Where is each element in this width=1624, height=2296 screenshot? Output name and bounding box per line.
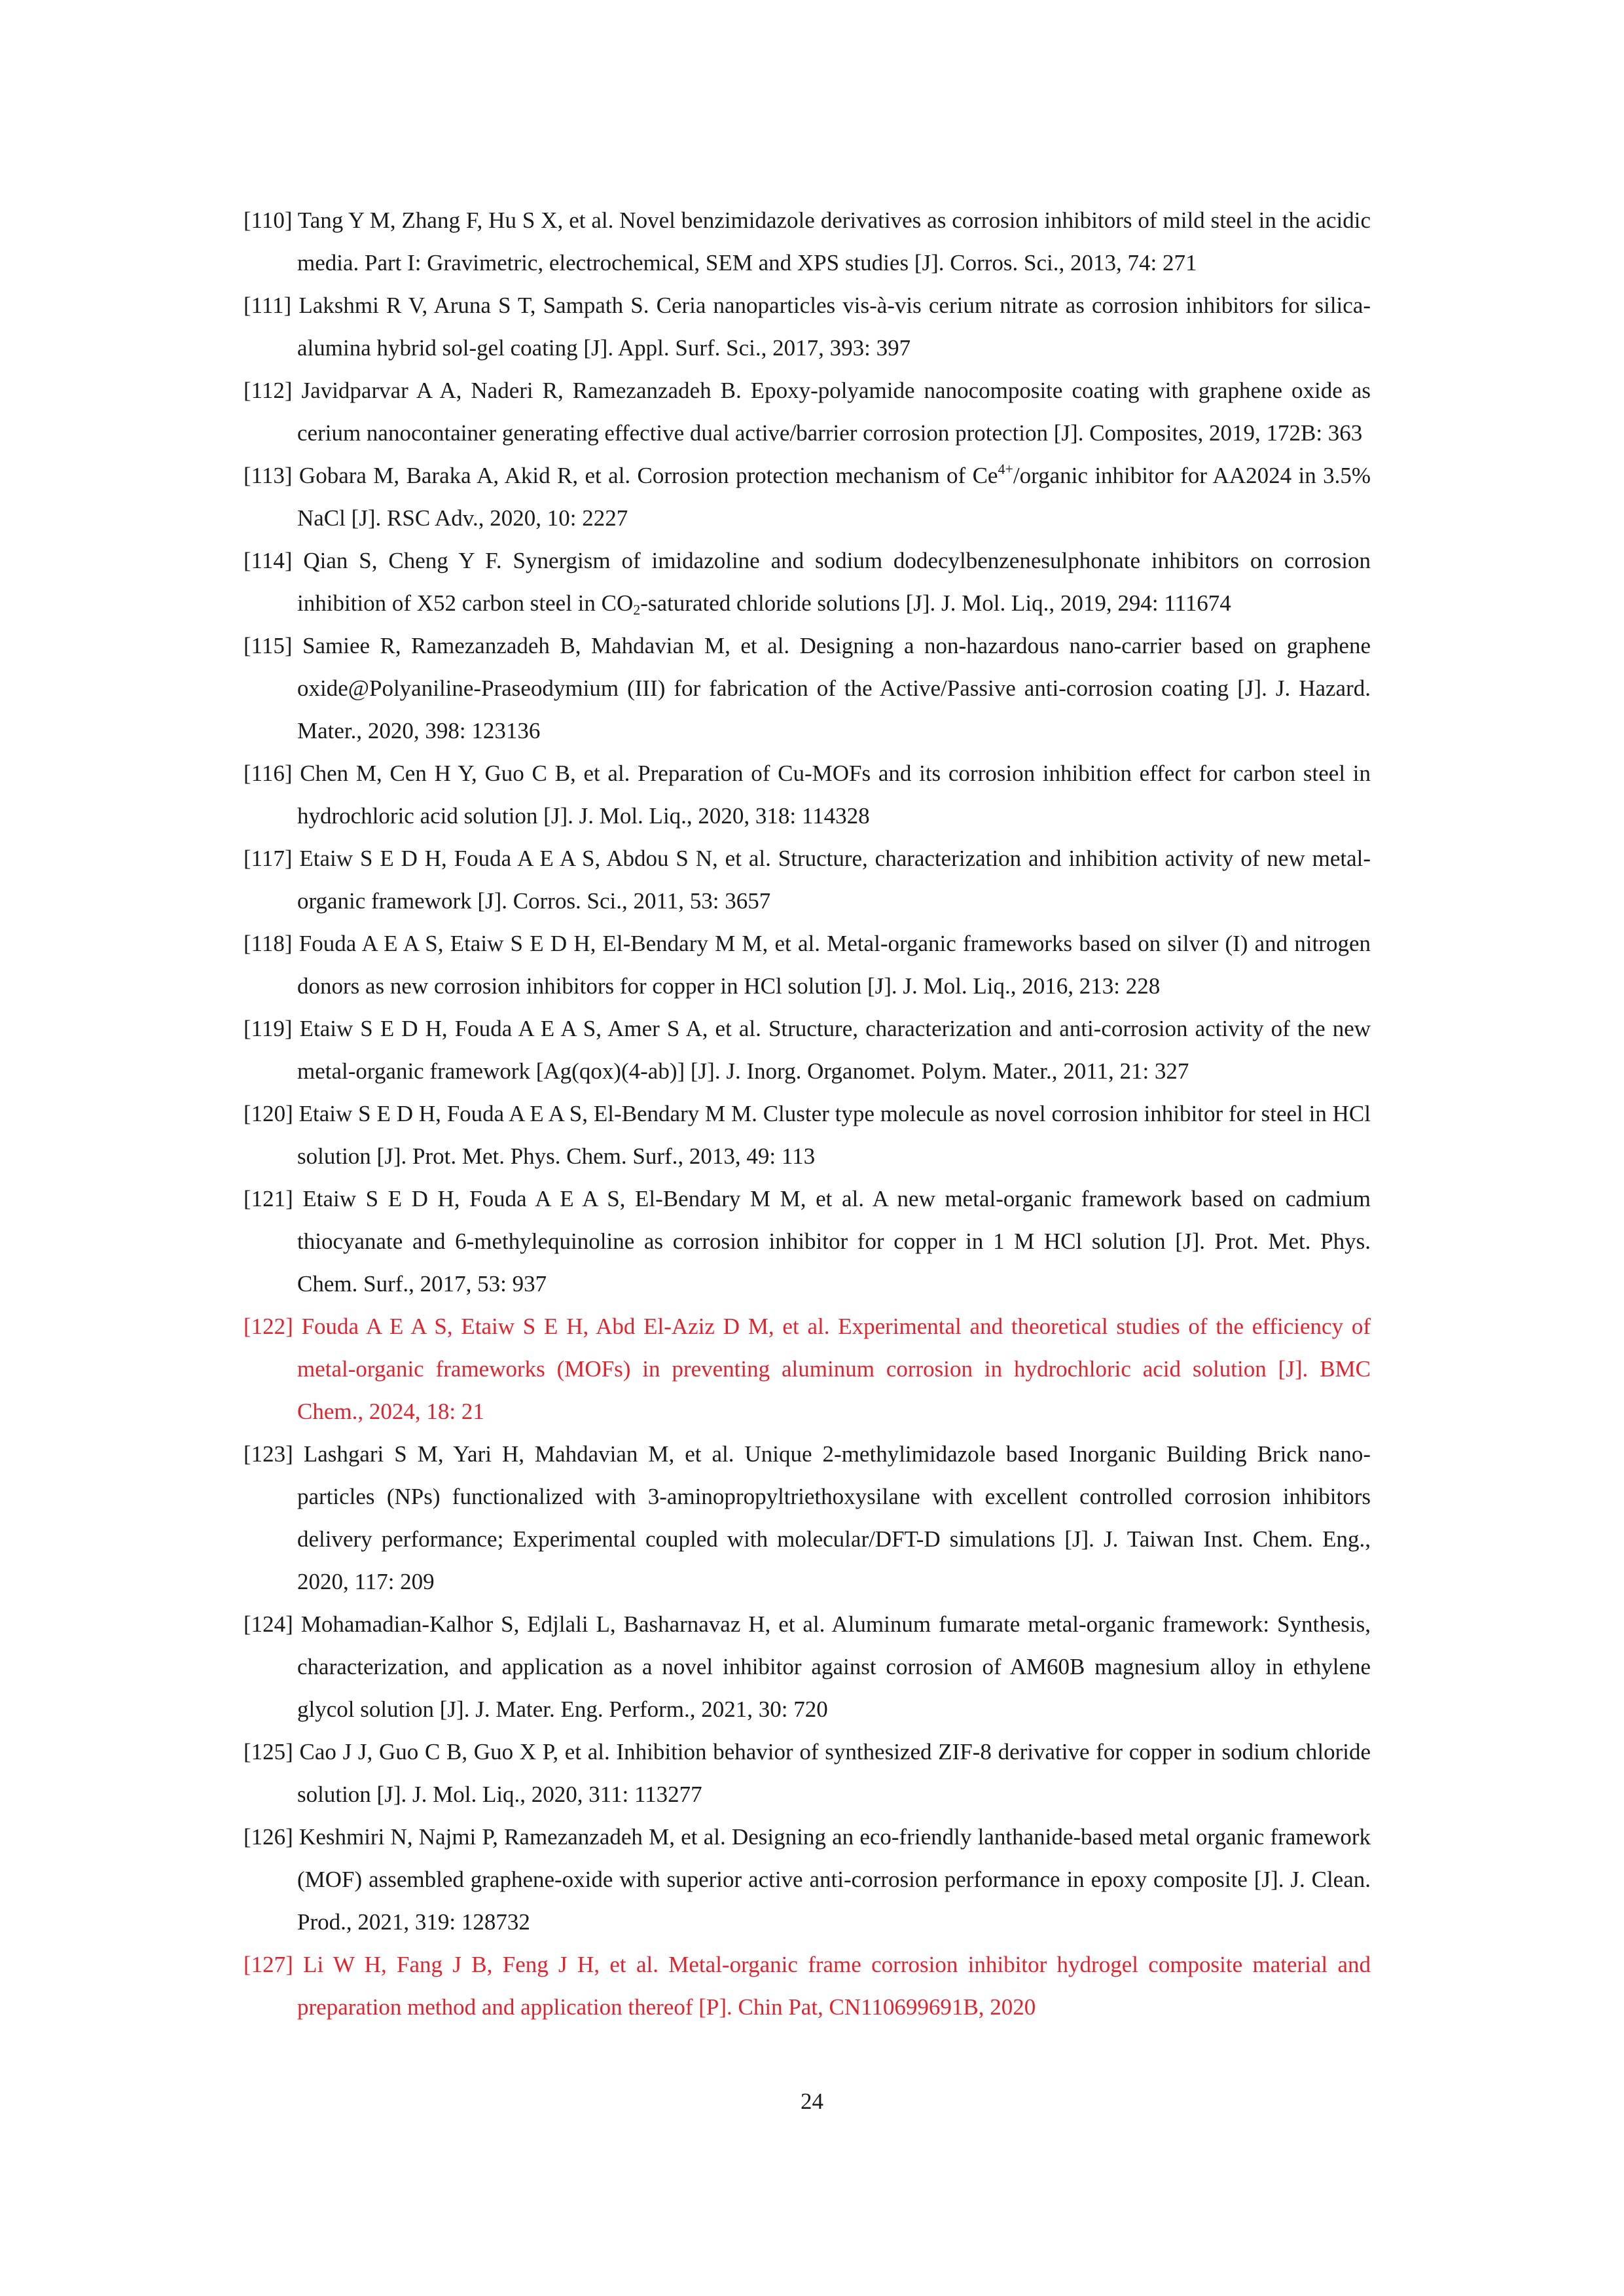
reference-text: Javidparvar A A, Naderi R, Ramezanzadeh B. Epoxy-polyamide nanocomposite coating with graphene oxide as cerium nanocontainer generating effective dual active/barrier corrosion protection [J]. Composites, 2019, 172B: 363 <box>297 378 1371 446</box>
reference-text: Lashgari S M, Yari H, Mahdavian M, et al. Unique 2-methylimidazole based Inorganic Building Brick nano-particles (NPs) functionalized with 3-aminopropyltriethoxysilane with excellent controlled corrosion inhibitors delivery performance; Experimental coupled with molecular/DFT-D simulations [J]. J. Taiwan Inst. Chem. Eng., 2020, 117: 209 <box>297 1441 1371 1594</box>
reference-112 <box>244 369 1371 454</box>
reference-text-cont: -saturated chloride solutions [J]. J. Mol. Liq., 2019, 294: 111674 <box>640 590 1231 616</box>
reference-label: [120] <box>244 1101 293 1126</box>
reference-label: [123] <box>244 1441 293 1467</box>
superscript-charge: 4+ <box>998 461 1013 477</box>
reference-text: Etaiw S E D H, Fouda A E A S, El-Bendary M M, et al. A new metal-organic framework based on cadmium thiocyanate and 6-methylequinoline as corrosion inhibitor for copper in 1 M HCl solution [J]. Prot. Met. Phys. Chem. Surf., 2017, 53: 937 <box>297 1186 1371 1297</box>
page-number: 24 <box>801 2089 823 2114</box>
reference-label: [122] <box>244 1314 293 1339</box>
reference-115 <box>244 624 1371 752</box>
reference-127-highlighted <box>244 1943 1371 2028</box>
reference-text: Li W H, Fang J B, Feng J H, et al. Metal-organic frame corrosion inhibitor hydrogel composite material and preparation method and application thereof [P]. Chin Pat, CN110699691B, 2020 <box>297 1952 1371 2020</box>
reference-123 <box>244 1433 1371 1603</box>
reference-118 <box>244 922 1371 1007</box>
reference-121 <box>244 1177 1371 1305</box>
reference-label: [127] <box>244 1952 293 1977</box>
reference-text: Fouda A E A S, Etaiw S E H, Abd El-Aziz D M, et al. Experimental and theoretical studies of the efficiency of metal-organic frameworks (MOFs) in preventing aluminum corrosion in hydrochloric acid solution [J]. BMC Chem., 2024, 18: 21 <box>297 1314 1371 1424</box>
reference-label: [126] <box>244 1824 293 1850</box>
reference-122-highlighted <box>244 1305 1371 1433</box>
reference-label: [116] <box>244 761 293 786</box>
reference-text: Lakshmi R V, Aruna S T, Sampath S. Ceria nanoparticles vis-à-vis cerium nitrate as corrosion inhibitors for silica-alumina hybrid sol-gel coating [J]. Appl. Surf. Sci., 2017, 393: 397 <box>297 293 1371 361</box>
reference-text: Fouda A E A S, Etaiw S E D H, El-Bendary M M, et al. Metal-organic frameworks based on silver (I) and nitrogen donors as new corrosion inhibitors for copper in HCl solution [J]. J. Mol. Liq., 2016, 213: 228 <box>297 931 1371 999</box>
reference-text: Etaiw S E D H, Fouda A E A S, El-Bendary M M. Cluster type molecule as novel corrosion inhibitor for steel in HCl solution [J]. Prot. Met. Phys. Chem. Surf., 2013, 49: 113 <box>297 1101 1371 1169</box>
reference-label: [125] <box>244 1739 293 1765</box>
reference-text: Etaiw S E D H, Fouda A E A S, Amer S A, et al. Structure, characterization and anti-corrosion activity of the new metal-organic framework [Ag(qox)(4-ab)] [J]. J. Inorg. Organomet. Polym. Mater., 2011, 21: 327 <box>297 1016 1371 1084</box>
reference-label: [115] <box>244 633 293 658</box>
reference-text: Keshmiri N, Najmi P, Ramezanzadeh M, et al. Designing an eco-friendly lanthanide-based metal organic framework (MOF) assembled graphene-oxide with superior active anti-corrosion performance in epoxy composite [J]. J. Clean. Prod., 2021, 319: 128732 <box>297 1824 1371 1935</box>
reference-text: Cao J J, Guo C B, Guo X P, et al. Inhibition behavior of synthesized ZIF-8 derivative for copper in sodium chloride solution [J]. J. Mol. Liq., 2020, 311: 113277 <box>297 1739 1371 1807</box>
reference-list <box>244 199 1371 2028</box>
subscript-2: 2 <box>633 601 641 618</box>
reference-110 <box>244 199 1371 284</box>
reference-label: [118] <box>244 931 293 956</box>
reference-label: [119] <box>244 1016 293 1041</box>
reference-label: [121] <box>244 1186 293 1211</box>
reference-text: Tang Y M, Zhang F, Hu S X, et al. Novel benzimidazole derivatives as corrosion inhibitors of mild steel in the acidic media. Part I: Gravimetric, electrochemical, SEM and XPS studies [J]. Corros. Sci., 2013, 74: 271 <box>297 207 1371 276</box>
reference-119 <box>244 1007 1371 1092</box>
reference-text: Chen M, Cen H Y, Guo C B, et al. Preparation of Cu-MOFs and its corrosion inhibition effect for carbon steel in hydrochloric acid solution [J]. J. Mol. Liq., 2020, 318: 114328 <box>297 761 1371 829</box>
reference-label: [114] <box>244 548 293 573</box>
reference-124 <box>244 1603 1371 1731</box>
reference-126 <box>244 1816 1371 1943</box>
reference-label: [113] <box>244 463 293 488</box>
reference-125 <box>244 1731 1371 1816</box>
reference-113 <box>244 454 1371 539</box>
reference-label: [111] <box>244 293 292 318</box>
reference-116 <box>244 752 1371 837</box>
reference-text: Gobara M, Baraka A, Akid R, et al. Corrosion protection mechanism of Ce <box>298 463 998 488</box>
reference-111 <box>244 284 1371 369</box>
reference-text: Etaiw S E D H, Fouda A E A S, Abdou S N, et al. Structure, characterization and inhibition activity of new metal-organic framework [J]. Corros. Sci., 2011, 53: 3657 <box>297 846 1371 914</box>
reference-120 <box>244 1092 1371 1177</box>
reference-label: [110] <box>244 207 293 233</box>
reference-label: [117] <box>244 846 293 871</box>
reference-114 <box>244 539 1371 624</box>
reference-text: Samiee R, Ramezanzadeh B, Mahdavian M, et al. Designing a non-hazardous nano-carrier based on graphene oxide@Polyaniline-Praseodymium (III) for fabrication of the Active/Passive anti-corrosion coating [J]. J. Hazard. Mater., 2020, 398: 123136 <box>297 633 1371 744</box>
reference-label: [112] <box>244 378 293 403</box>
reference-text: Qian S, Cheng Y F. Synergism of imidazoline and sodium dodecylbenzenesulphonate inhibitors on corrosion inhibition of X52 carbon steel in CO <box>297 548 1371 616</box>
reference-label: [124] <box>244 1611 293 1637</box>
reference-text: Mohamadian-Kalhor S, Edjlali L, Basharnavaz H, et al. Aluminum fumarate metal-organic framework: Synthesis, characterization, and application as a novel inhibitor against corrosion of AM60B magnesium alloy in ethylene glycol solution [J]. J. Mater. Eng. Perform., 2021, 30: 720 <box>297 1611 1371 1722</box>
reference-117 <box>244 837 1371 922</box>
reference-text-cont: /organic inhibitor for AA2024 in 3.5% NaCl [J]. RSC Adv., 2020, 10: 2227 <box>297 463 1371 531</box>
